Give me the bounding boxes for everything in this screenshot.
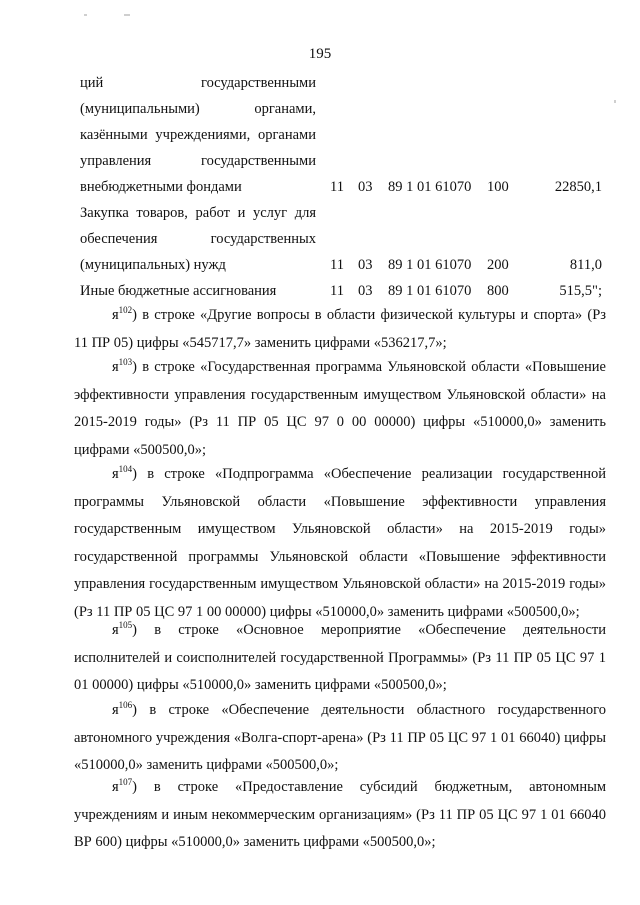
amendment-paragraph [74, 774, 606, 857]
row-pr: 03 [358, 179, 373, 195]
row-name: Закупка товаров, работ и услуг для обеспечения государственных (муниципальных) нужд [80, 205, 316, 273]
para-text: ) в строке «Обеспечение деятельности областного государственного автономного учреждения «Волга-спорт-арена» (Рз 11 ПР 05 ЦС 97 1 01 66040) цифры «510000,0» заменить цифрами «500500,0»; [74, 702, 606, 774]
row-rz: 11 [330, 179, 344, 195]
row-cs: 89 1 01 61070 [388, 179, 472, 195]
table-row [80, 70, 610, 200]
row-pr: 03 [358, 257, 373, 273]
amendment-paragraph [74, 461, 606, 627]
para-sup: 107 [118, 777, 133, 787]
amendment-paragraph [74, 354, 606, 464]
table-row [80, 278, 610, 304]
para-text: ) в строке «Государственная программа Ульяновской области «Повышение эффективности управления государственным имуществом Ульяновской области» на 2015-2019 годы» (Рз 11 ПР 05 ЦС 97 0 00 00000) цифры «510000,0» заменить цифрами «500500,0»; [74, 359, 606, 458]
para-prefix: я [112, 359, 119, 375]
row-vr: 800 [487, 283, 509, 299]
page-number: 195 [308, 46, 332, 62]
para-text: ) в строке «Основное мероприятие «Обеспечение деятельности исполнителей и соисполнителей государственной Программы» (Рз 11 ПР 05 ЦС 97 1 01 00000) цифры «510000,0» заменить цифрами «500500,0»; [74, 622, 606, 694]
row-name: ций государственными (муниципальными) органами, казёнными учреждениями, органами управления государственными внебюджетными фондами [80, 75, 316, 195]
row-vr: 200 [487, 257, 509, 273]
para-text: ) в строке «Подпрограмма «Обеспечение реализации государственной программы Ульяновской области «Повышение эффективности управления государственным имуществом Ульяновской области» на 2015-2019 годы» государственной программы Ульяновской области «Повышение эффективности управления государственным имуществом Ульяновской области» на 2015-2019 годы» (Рз 11 ПР 05 ЦС 97 1 00 00000) цифры «510000,0» заменить цифрами «500500,0»; [74, 466, 606, 620]
row-name: Иные бюджетные ассигнования [80, 283, 277, 299]
row-sum: 22850,1 [554, 179, 602, 195]
scan-speck [124, 14, 130, 16]
para-text: ) в строке «Предоставление субсидий бюджетным, автономным учреждениям и иным некоммерческим организациям» (Рз 11 ПР 05 ЦС 97 1 01 66040 ВР 600) цифры «510000,0» заменить цифрами «500500,0»; [74, 779, 606, 851]
scan-speck [614, 100, 616, 103]
para-prefix: я [112, 622, 119, 638]
para-text: ) в строке «Другие вопросы в области физической культуры и спорта» (Рз 11 ПР 05) цифры «545717,7» заменить цифрами «536217,7»; [74, 307, 606, 351]
row-vr: 100 [487, 179, 509, 195]
scan-speck [84, 14, 87, 16]
row-rz: 11 [330, 257, 344, 273]
row-cs: 89 1 01 61070 [388, 283, 472, 299]
para-sup: 103 [118, 357, 133, 367]
amendment-paragraph [74, 302, 606, 357]
amendment-paragraph [74, 617, 606, 700]
budget-table [80, 70, 610, 304]
para-sup: 102 [118, 305, 133, 315]
row-sum: 515,5"; [559, 283, 602, 299]
row-rz: 11 [330, 283, 344, 299]
row-sum: 811,0 [569, 257, 602, 273]
table-row [80, 200, 610, 278]
para-prefix: я [112, 779, 119, 795]
para-sup: 104 [118, 464, 133, 474]
para-prefix: я [112, 466, 119, 482]
para-sup: 106 [118, 700, 133, 710]
row-cs: 89 1 01 61070 [388, 257, 472, 273]
para-sup: 105 [118, 620, 133, 630]
amendment-paragraph [74, 697, 606, 780]
para-prefix: я [112, 307, 119, 323]
para-prefix: я [112, 702, 119, 718]
row-pr: 03 [358, 283, 373, 299]
